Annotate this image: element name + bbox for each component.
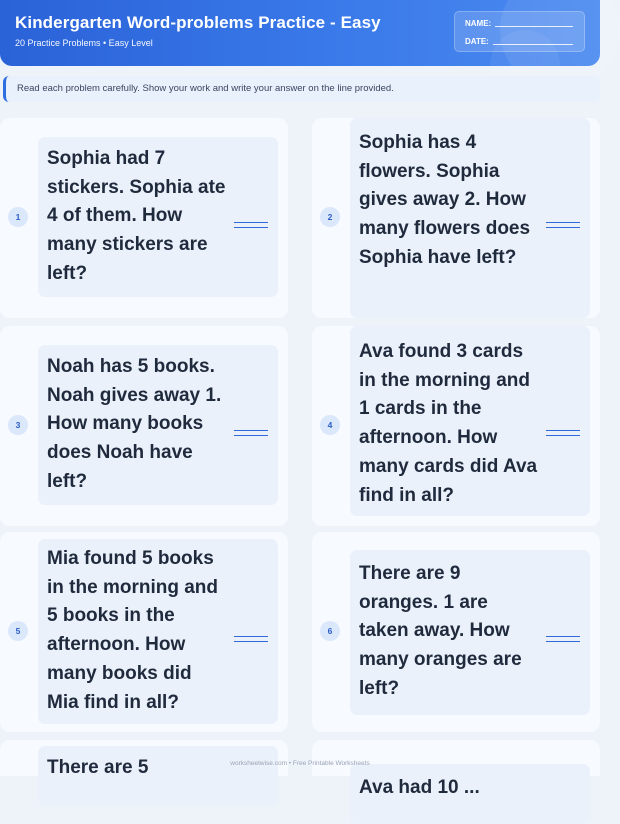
problem-text: Ava found 3 cards in the morning and 1 cards in the afternoon. How many cards did Ava find in all? bbox=[359, 341, 538, 506]
problem-card bbox=[0, 740, 288, 776]
problem-text: There are 5 bbox=[47, 757, 149, 778]
date-row bbox=[465, 36, 573, 46]
problem-text: Noah has 5 books. Noah gives away 1. How many books does Noah have left? bbox=[47, 356, 222, 492]
problem-text: Sophia had 7 stickers. Sophia ate 4 of them. How many stickers are left? bbox=[47, 148, 226, 284]
answer-line[interactable] bbox=[546, 222, 580, 228]
problem-card bbox=[312, 326, 600, 526]
problem-number-badge: 1 bbox=[8, 207, 28, 227]
instructions-banner: Read each problem carefully. Show your work and write your answer on the line provided. bbox=[3, 76, 600, 102]
problem-text-box bbox=[350, 550, 590, 715]
problem-text-box bbox=[350, 764, 590, 824]
page-footer: worksheetwise.com • Free Printable Worksheets bbox=[230, 760, 370, 767]
problem-card bbox=[312, 532, 600, 732]
page-title: Kindergarten Word-problems Practice - Easy bbox=[15, 13, 381, 32]
problem-text-box bbox=[38, 345, 278, 505]
date-line[interactable] bbox=[493, 44, 573, 45]
answer-line[interactable] bbox=[234, 636, 268, 642]
problem-number-badge: 5 bbox=[8, 621, 28, 641]
problem-card bbox=[312, 118, 600, 318]
name-date-box bbox=[454, 11, 585, 52]
name-line[interactable] bbox=[495, 26, 573, 27]
problem-text-box bbox=[350, 326, 590, 516]
worksheet-header bbox=[0, 0, 600, 66]
answer-line[interactable] bbox=[546, 430, 580, 436]
problem-card bbox=[0, 326, 288, 526]
name-label: NAME: bbox=[465, 19, 492, 28]
problem-number-badge: 2 bbox=[320, 207, 340, 227]
problem-text: Sophia has 4 flowers. Sophia gives away 2. How many flowers does Sophia have left? bbox=[359, 132, 531, 268]
problem-text: Mia found 5 books in the morning and 5 books in the afternoon. How many books did Mia find in all? bbox=[47, 548, 218, 713]
problem-text-box bbox=[350, 118, 590, 318]
answer-line[interactable] bbox=[234, 222, 268, 228]
answer-line[interactable] bbox=[234, 430, 268, 436]
problem-card bbox=[0, 532, 288, 732]
answer-line[interactable] bbox=[546, 636, 580, 642]
page-subtitle: 20 Practice Problems • Easy Level bbox=[15, 38, 153, 48]
name-row bbox=[465, 18, 573, 28]
problem-card bbox=[312, 740, 600, 798]
problem-number-badge: 6 bbox=[320, 621, 340, 641]
problem-number-badge: 4 bbox=[320, 415, 340, 435]
date-label: DATE: bbox=[465, 37, 489, 46]
problem-text: There are 9 oranges. 1 are taken away. How many oranges are left? bbox=[359, 563, 522, 699]
problem-text-box bbox=[38, 137, 278, 297]
problem-card bbox=[0, 118, 288, 318]
problem-text-box bbox=[38, 746, 278, 806]
problem-text: Ava had 10 ... bbox=[359, 777, 480, 798]
problem-number-badge: 3 bbox=[8, 415, 28, 435]
problem-text-box bbox=[38, 539, 278, 724]
